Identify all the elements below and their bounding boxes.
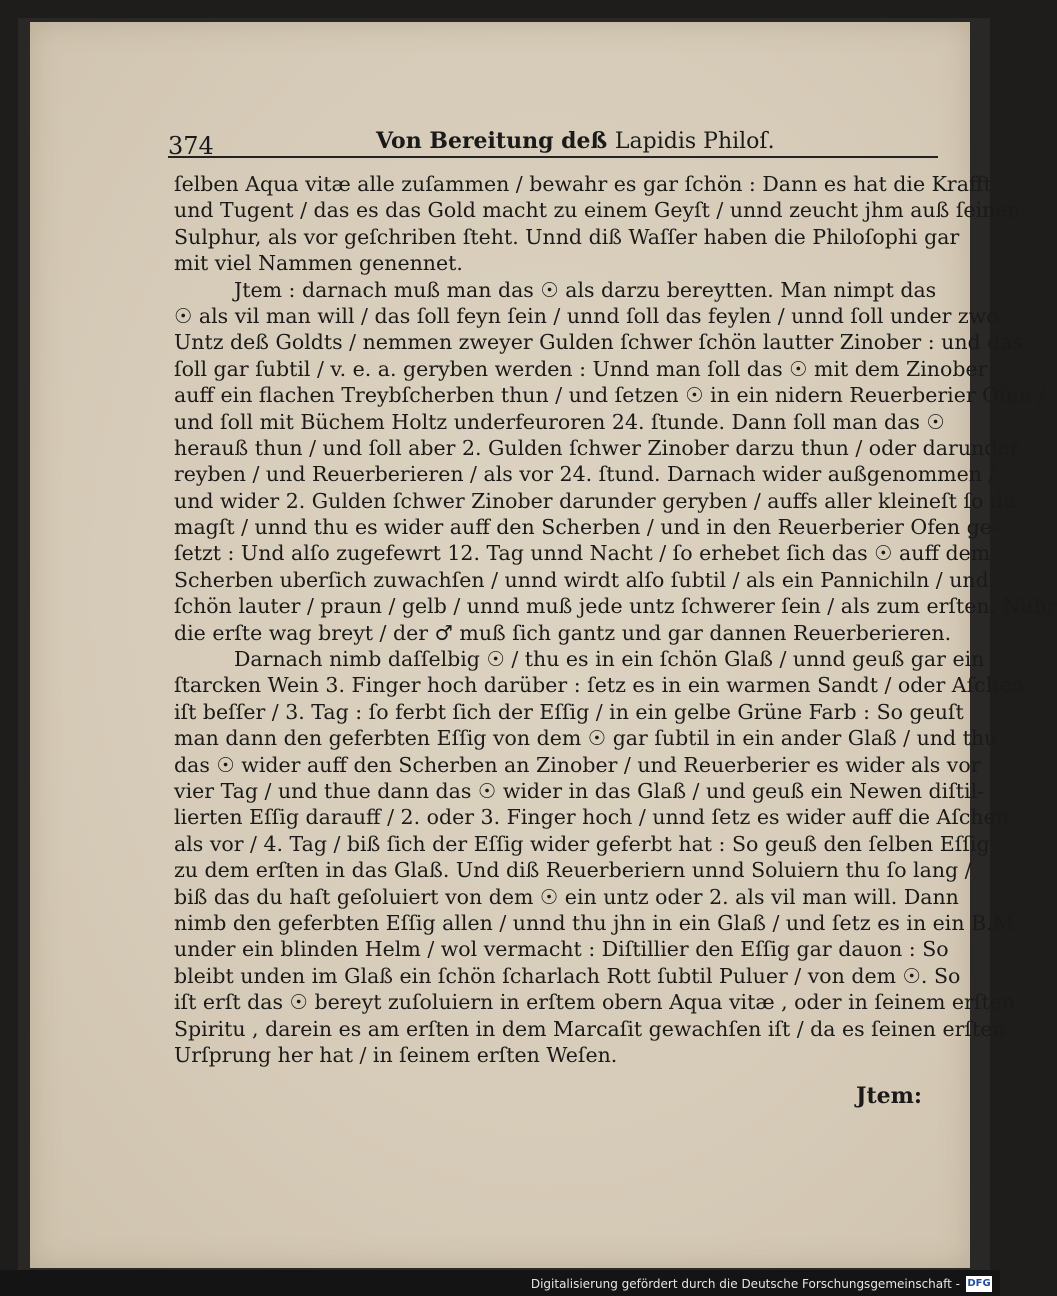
text-line: und ſoll mit Büchem Holtz underfeuroren 24. ſtunde. Dann ſoll man das ☉ <box>174 409 945 434</box>
page-number: 374 <box>168 132 214 160</box>
text-line: und Tugent / das es das Gold macht zu einem Geyſt / unnd zeucht jhm auß ſeinen <box>174 198 1021 223</box>
text-line: ſtarcken Wein 3. Finger hoch darüber : ſetz es in ein warmen Sandt / oder Aſchen <box>174 673 1025 698</box>
text-line: vier Tag / und thue dann das ☉ wider in das Glaß / und geuß ein Newen diſtil- <box>174 778 985 803</box>
text-line: ſoll gar ſubtil / v. e. a. geryben werden : Unnd man ſoll das ☉ mit dem Zinober <box>174 356 988 381</box>
text-line: ☉ als vil man will / das ſoll feyn ſein / unnd ſoll das feylen / unnd ſoll under zwo <box>174 303 999 328</box>
text-line: ſelben Aqua vitæ alle zuſammen / bewahr es gar ſchön : Dann es hat die Krafft <box>174 172 992 196</box>
text-line: Urſprung her hat / in ſeinem erſten Weſen. <box>174 1042 618 1067</box>
page-header <box>168 112 938 158</box>
text-line: nimb den geferbten Eſſig allen / unnd thu jhn in ein Glaß / und ſetz es in ein B.M. <box>174 910 1021 935</box>
text-line: Untz deß Goldts / nemmen zweyer Gulden ſchwer ſchön lautter Zinober : und das <box>174 330 1024 355</box>
text-line: Spiritu , darein es am erſten in dem Marcaſit gewachſen iſt / da es ſeinen erſten <box>174 1016 1006 1041</box>
text-line: iſt beſſer / 3. Tag : ſo ferbt ſich der Eſſig / in ein gelbe Grüne Farb : So geuſt <box>174 699 964 724</box>
text-line: Jtem : darnach muß man das ☉ als darzu bereytten. Man nimpt das <box>234 277 937 302</box>
body-text <box>174 171 1057 1068</box>
text-line: ſetzt : Und alſo zugefewrt 12. Tag unnd Nacht / ſo erhebet ſich das ☉ auff dem <box>174 541 991 566</box>
text-line: das ☉ wider auff den Scherben an Zinober / und Reuerberier es wider als vor <box>174 752 981 777</box>
text-line: man dann den geferbten Eſſig von dem ☉ gar ſubtil in ein ander Glaß / und thu <box>174 726 998 751</box>
text-line: Scherben uberſich zuwachſen / unnd wirdt alſo ſubtil / als ein Pannichiln / und <box>174 567 989 592</box>
text-line: Sulphur, als vor geſchriben ſteht. Unnd diß Waſſer haben die Philoſophi gar <box>174 224 960 249</box>
text-line: die erſte wag breyt / der ♂ muß ſich gantz und gar dannen Reuerberieren. <box>174 620 952 645</box>
text-line: lierten Eſſig darauff / 2. oder 3. Finger hoch / unnd ſetz es wider auff die Aſchen <box>174 805 1009 830</box>
text-line: auff ein flachen Treybſcherben thun / und ſetzen ☉ in ein nidern Reuerberier Ofen / <box>174 383 1046 408</box>
running-head <box>376 128 775 154</box>
text-line: reyben / und Reuerberieren / als vor 24. ſtund. Darnach wider außgenommen / <box>174 462 996 487</box>
text-line: herauß thun / und ſoll aber 2. Gulden ſchwer Zinober darzu thun / oder darunder <box>174 435 1020 460</box>
text-line: ſchön lauter / praun / gelb / unnd muß jede untz ſchwerer ſein / als zum erſten. Nuhr <box>174 594 1057 619</box>
running-head-latin: Lapidis Philoſ. <box>614 129 775 154</box>
text-line: under ein blinden Helm / wol vermacht : Diſtillier den Eſſig gar dauon : So <box>174 937 949 962</box>
text-line: als vor / 4. Tag / biß ſich der Eſſig wider geferbt hat : So geuß den ſelben Eſſig <box>174 831 990 856</box>
text-line: bleibt unden im Glaß ein ſchön ſcharlach Rott ſubtil Puluer / von dem ☉. So <box>174 963 961 988</box>
footer-bar <box>0 1270 1000 1296</box>
text-line: biß das du haſt geſoluiert von dem ☉ ein untz oder 2. als vil man will. Dann <box>174 884 959 909</box>
footer-credit: Digitalisierung gefördert durch die Deutsche Forschungsgemeinschaft - <box>530 1277 960 1291</box>
dfg-logo: DFG <box>966 1276 992 1292</box>
running-head-gothic: Von Bereitung deß <box>376 128 608 154</box>
text-line: Darnach nimb daſſelbig ☉ / thu es in ein ſchön Glaß / unnd geuß gar ein <box>234 647 985 672</box>
text-line: iſt erſt das ☉ bereyt zuſoluiern in erſtem obern Aqua vitæ , oder in ſeinem erſten <box>174 990 1016 1015</box>
text-line: und wider 2. Gulden ſchwer Zinober darunder geryben / auffs aller kleineſt ſo du <box>174 488 1017 513</box>
catchword: Jtem: <box>856 1083 922 1109</box>
text-line: magſt / unnd thu es wider auff den Scherben / und in den Reuerberier Ofen ge- <box>174 515 999 540</box>
text-line: zu dem erſten in das Glaß. Und diß Reuerberiern unnd Soluiern thu ſo lang / <box>174 858 972 883</box>
text-line: mit viel Nammen genennet. <box>174 251 463 276</box>
